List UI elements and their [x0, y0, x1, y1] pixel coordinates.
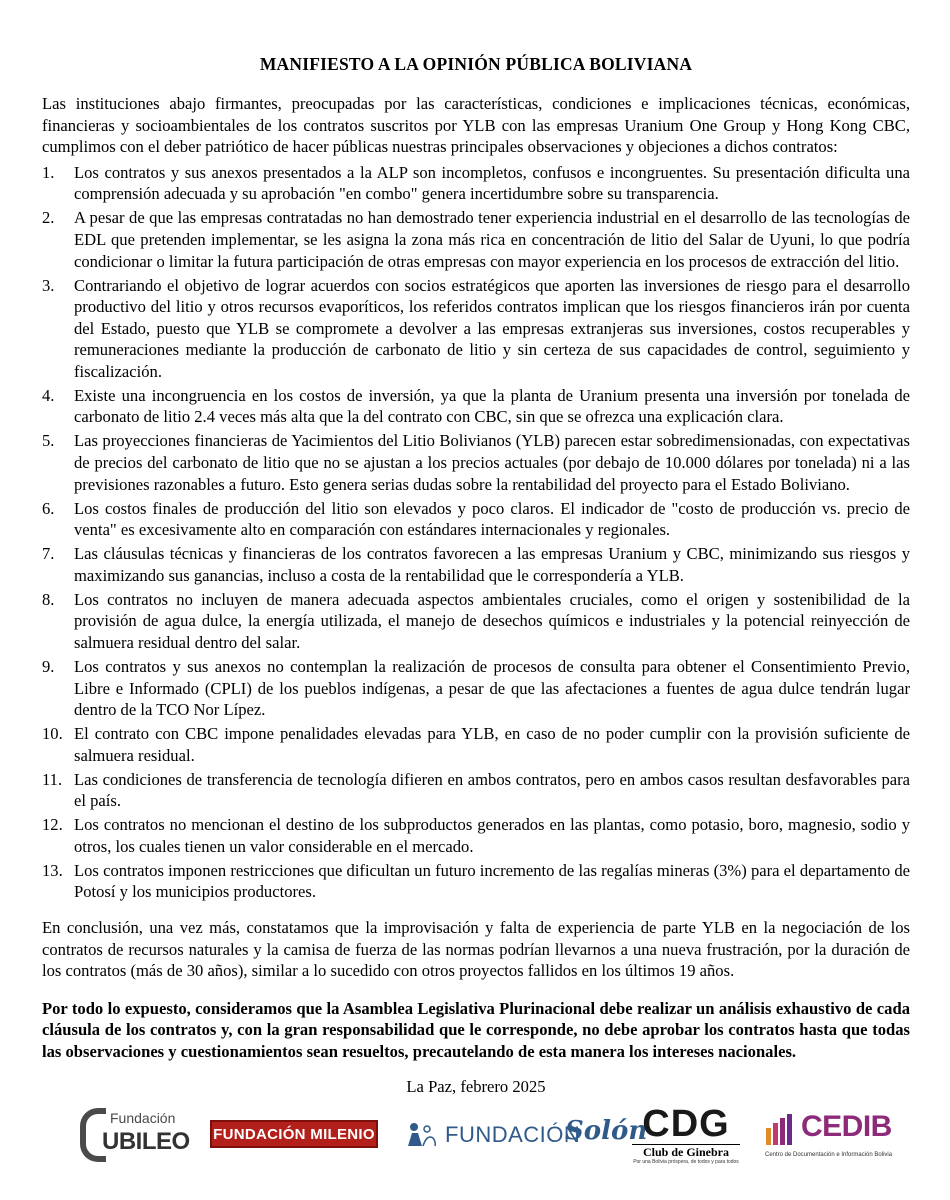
objection-text: Contrariando el objetivo de lograr acuerdos con socios estratégicos que aporten las inversiones de riesgo para el desarrollo productivo del litio y otros recursos evaporíticos, los referidos contratos implican que los riesgos financieros irán por cuenta del Estado, puesto que YLB se compromete a devolver a las empresas extranjeras sus inversiones, costos recuperables y remuneraciones mediante la producción de carbonato de litio y sin certeza de sus capacidades de control, seguimiento y fiscalización. [74, 275, 910, 381]
cdg-letters: CDG [642, 1103, 730, 1145]
objection-item [42, 207, 910, 272]
solon-figure-icon [405, 1120, 439, 1148]
objection-number: 2. [42, 208, 55, 228]
intro-paragraph: Las instituciones abajo firmantes, preocupadas por las características, condiciones e implicaciones técnicas, económicas, financieras y socioambientales de los contratos suscritos por YLB con las empresas Uranium One Group y Hong Kong CBC, cumplimos con el deber patriótico de hacer públicas nuestras principales observaciones y objeciones a dichos contratos: [42, 94, 910, 157]
cdg-tagline: Por una Bolivia próspera, de todos y para todos [633, 1159, 739, 1165]
objection-item [42, 769, 910, 812]
objection-item [42, 385, 910, 428]
objection-item [42, 723, 910, 766]
objection-text: A pesar de que las empresas contratadas no han demostrado tener experiencia industrial en el desarrollo de las tecnologías de EDL que pretenden implementar, se les asigna la zona más rica en concentración de litio del Salar de Uyuni, lo que podría condicionar o limitar la futura participación de otras empresas con mayor experiencia en los procesos de extracción del litio. [74, 208, 910, 271]
objection-item [42, 589, 910, 654]
solon-script: Solón [565, 1116, 648, 1146]
fundacion-milenio-logo [210, 1120, 378, 1148]
objection-number: 9. [42, 656, 55, 676]
fundacion-jubileo-logo [80, 1106, 190, 1166]
objection-item [42, 498, 910, 541]
objection-number: 11. [42, 769, 63, 789]
objection-number: 5. [42, 431, 55, 451]
milenio-text: FUNDACIÓN MILENIO [213, 1125, 375, 1143]
objection-item [42, 814, 910, 857]
conclusion-paragraph: En conclusión, una vez más, constatamos que la improvisación y falta de experiencia de parte YLB en la negociación de los contratos de recursos naturales y la camisa de fuerza de las normas podrían llevarnos a una nueva frustración, por la duración de los contratos (más de 30 años), similar a lo sucedido con otros proyectos fallidos en los últimos 19 años. [42, 918, 910, 981]
objections-list [42, 162, 910, 903]
jubileo-line1: Fundación [110, 1110, 176, 1126]
objection-item [42, 430, 910, 495]
objection-number: 8. [42, 589, 55, 609]
objection-text: Existe una incongruencia en los costos de inversión, ya que la planta de Uranium presenta una inversión por tonelada de carbonato de litio 2.4 veces más alta que la del contrato con CBC, sin que se ofrezca una explicación clara. [74, 385, 910, 427]
objection-text: Los contratos no mencionan el destino de los subproductos generados en las plantas, como potasio, boro, magnesio, sodio y otros, los cuales tienen un valor considerable en el mercado. [74, 815, 910, 856]
final-statement: Por todo lo expuesto, consideramos que la Asamblea Legislativa Plurinacional debe realizar un análisis exhaustivo de cada cláusula de los contratos y, con la gran responsabilidad que le corresponde, no debe aprobar los contratos hasta que todas las observaciones y cuestionamientos sean resueltos, precautelando de esta manera los intereses nacionales. [42, 998, 910, 1062]
objection-text: Los contratos y sus anexos no contemplan la realización de procesos de consulta para obtener el Consentimiento Previo, Libre e Informado (CPLI) de los pueblos indígenas, a pesar de que las afectaciones a fuentes de agua dulce tendrán lugar dentro de la TCO Nor Lípez. [74, 656, 910, 720]
objection-item [42, 162, 910, 205]
cdg-subtitle: Club de Ginebra [632, 1144, 740, 1159]
cedib-logo [765, 1108, 893, 1168]
objection-number: 1. [42, 162, 55, 182]
objection-text: Los costos finales de producción del litio son elevados y poco claros. El indicador de "costo de producción vs. precio de venta" es excesivamente alto en comparación con estándares internacionales y regionales. [74, 498, 910, 540]
objection-number: 7. [42, 544, 55, 564]
objection-text: Las condiciones de transferencia de tecnología difieren en ambos contratos, pero en ambos casos resultan desfavorables para el país. [74, 769, 910, 811]
objection-text: Los contratos imponen restricciones que dificultan un futuro incremento de las regalías mineras (3%) para el departamento de Potosí y los municipios productores. [74, 860, 910, 902]
cedib-subtitle: Centro de Documentación e Información Bolivia [765, 1152, 893, 1158]
objection-item [42, 656, 910, 721]
objection-number: 3. [42, 275, 55, 295]
objection-text: Las cláusulas técnicas y financieras de los contratos favorecen a las empresas Uranium y CBC, minimizando sus riesgos y maximizando sus ganancias, incluso a costa de la rentabilidad que le correspondería a YLB. [74, 544, 910, 585]
jubileo-line2: UBILEO [102, 1128, 190, 1155]
place-date: La Paz, febrero 2025 [406, 1076, 546, 1096]
cedib-text: CEDIB [801, 1110, 892, 1143]
cedib-bars-icon [765, 1112, 803, 1146]
objection-text: Los contratos y sus anexos presentados a la ALP son incompletos, confusos e incongruentes. Su presentación dificulta una comprensión adecuada y su aprobación "en combo" genera incertidumbre sobre su transparencia. [74, 162, 910, 204]
fundacion-solon-logo [405, 1114, 648, 1154]
objection-text: Los contratos no incluyen de manera adecuada aspectos ambientales cruciales, como el origen y sostenibilidad de la provisión de agua dulce, la energía utilizada, el manejo de desechos químicos e industriales y la potencial reinyección de salmuera residual dentro del salar. [74, 589, 910, 652]
objection-number: 4. [42, 385, 55, 405]
solon-text: FUNDACIÓN [445, 1122, 581, 1147]
club-de-ginebra-logo [632, 1104, 740, 1170]
objection-text: El contrato con CBC impone penalidades elevadas para YLB, en caso de no poder cumplir con la provisión suficiente de salmuera residual. [74, 724, 910, 765]
objection-text: Las proyecciones financieras de Yacimientos del Litio Bolivianos (YLB) parecen estar sobredimensionadas, con expectativas de precios del carbonato de litio que no se ajustan a los precios actuales (por debajo de 10.000 dólares por tonelada) ni a las previsiones razonables a futuro. Esto genera serias dudas sobre la rentabilidad del proyecto para el Estado Boliviano. [74, 431, 910, 494]
objection-item [42, 860, 910, 903]
objection-item [42, 275, 910, 383]
objection-number: 12. [42, 815, 63, 835]
objection-item [42, 543, 910, 586]
signatory-logos [0, 1100, 950, 1190]
objection-number: 6. [42, 498, 55, 518]
objection-number: 13. [42, 860, 63, 880]
document-title: MANIFIESTO A LA OPINIÓN PÚBLICA BOLIVIANA [259, 54, 693, 74]
objection-number: 10. [42, 724, 63, 744]
